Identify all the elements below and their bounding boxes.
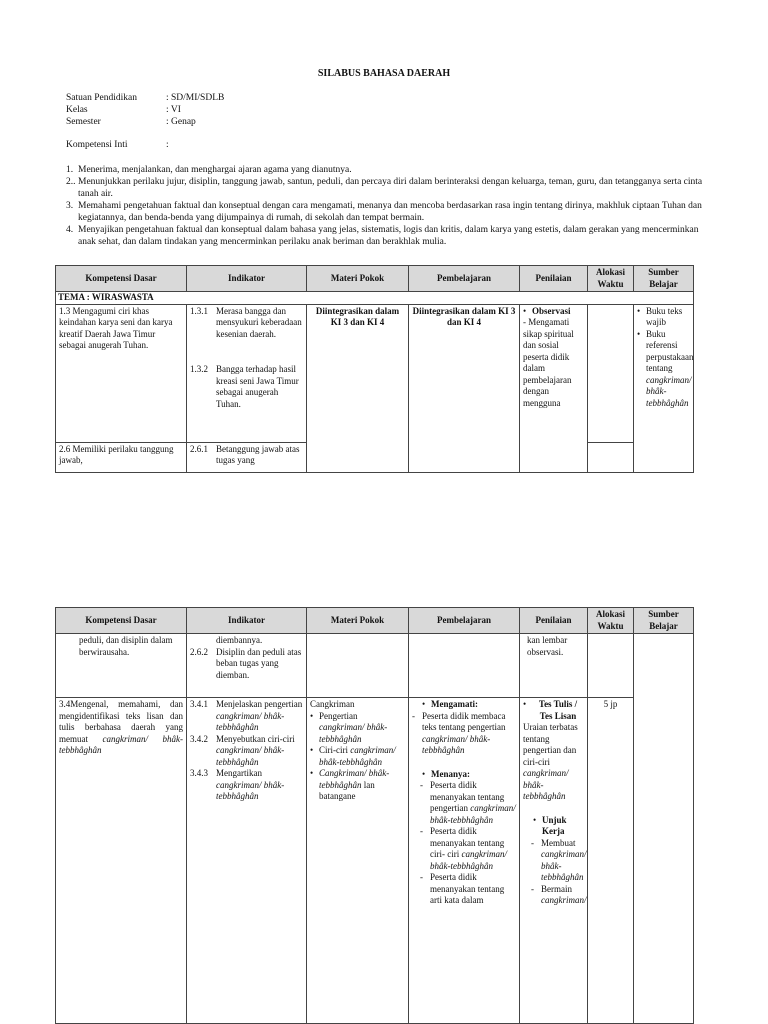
kd-text: 3.4Mengenal, memahami, dan mengidentifikasi teks lisan dan tulis berbahasa daerah yang memuat: [59, 699, 183, 744]
pembelajaran-item: - Peserta didik menanyakan tentang ciri- ciri cangkriman/ bhâk-tebbhâghân: [420, 826, 507, 871]
bullet-icon: •: [310, 768, 314, 778]
materi-text: Diintegrasikan dalam KI 3 dan KI 4: [315, 305, 400, 327]
sumber-belajar-cell: [634, 634, 694, 1024]
header-alokasi-waktu: Alokasi Waktu: [588, 266, 634, 292]
pembelajaran-italic-text: cangkriman/ bhâk-tebbhâghân: [430, 849, 507, 871]
alokasi-cell: [588, 634, 634, 698]
alokasi-cell: [588, 442, 634, 472]
menanya-heading: [412, 769, 516, 781]
bullet-icon: •: [422, 768, 426, 779]
ki-colon: :: [166, 140, 169, 150]
syllabus-table-2: [55, 607, 694, 1024]
header-pembelajaran: Pembelajaran: [409, 266, 520, 292]
indicator-italic-text: cangkriman/ bhâk-tebbhâghân: [216, 710, 285, 732]
materi-italic-text: Cangkriman/ bhâk-tebbhâghân: [319, 768, 390, 790]
sumber-text: Buku referensi perpustakaan tentang: [646, 328, 694, 373]
indicator-code: 2.6.1: [190, 443, 208, 454]
materi-text: Ciri-ciri: [319, 745, 348, 755]
header-materi-pokok: Materi Pokok: [307, 266, 409, 292]
pembelajaran-cell: [409, 304, 520, 472]
ki-item: [66, 200, 706, 224]
sumber-item: [637, 328, 694, 410]
materi-italic-text: cangkriman/ bhâk-tebbhâghân: [319, 745, 396, 767]
meta-label: Satuan Pendidikan: [66, 93, 137, 103]
ki-number: 4.: [66, 225, 74, 235]
materi-title: Cangkriman: [310, 699, 355, 709]
bullet-icon: •: [523, 305, 527, 316]
table-row: [56, 634, 694, 698]
kompetensi-inti-label: [66, 140, 169, 150]
kd-text: peduli, dan disiplin dalam berwirausaha.: [79, 635, 173, 657]
indicator-item: [190, 699, 303, 734]
kd-2-6: [56, 442, 187, 472]
indicator-text: Menjelaskan pengertian: [216, 699, 303, 709]
penilaian-italic-text: cangkriman/: [541, 895, 587, 905]
header-penilaian: Penilaian: [520, 266, 588, 292]
bullet-icon: •: [637, 305, 641, 316]
materi-item: [310, 768, 405, 803]
pembelajaran-cell: [409, 698, 520, 1024]
indicator-text: Mengartikan: [216, 768, 262, 778]
meta-value: : SD/MI/SDLB: [166, 93, 225, 103]
document-meta: [66, 92, 224, 128]
penilaian-cell: [520, 304, 588, 472]
ki-item: [66, 176, 706, 200]
indicator-item: [190, 768, 303, 803]
sumber-italic-text: cangkriman/ bhâk-tebbhâghân: [646, 374, 692, 408]
meta-label: Kelas: [66, 105, 88, 115]
header-pembelajaran: Pembelajaran: [409, 608, 520, 634]
tes-label: Tes Tulis / Tes Lisan: [538, 699, 578, 721]
pembelajaran-text: Peserta didik menanyakan tentang ciri- ciri: [430, 826, 505, 859]
ki-text: Menunjukkan perilaku jujur, disiplin, tanggung jawab, santun, peduli, dan percaya diri dalam berinteraksi dengan keluarga, teman, guru, dan tetangganya serta cinta tanah air.: [78, 177, 703, 199]
bullet-icon: •: [523, 699, 527, 709]
kd-text: 1.3 Mengagumi ciri khas keindahan karya seni dan karya kreatif Daerah Jawa Timur sebagai anugerah Tuhan.: [59, 305, 173, 350]
indicator-code: 1.3.2: [190, 364, 208, 374]
penilaian-item: - Membuat cangkriman/ bhâk-tebbhâghân: [531, 837, 587, 882]
meta-value: : VI: [166, 105, 181, 115]
pembelajaran-item: - Peserta didik menanyakan tentang pengertian cangkriman/ bhâk-tebbhâghân: [420, 780, 516, 825]
meta-label: Semester: [66, 117, 101, 127]
tema-label: TEMA : WIRASWASTA: [56, 292, 694, 305]
materi-pokok-cell: [307, 698, 409, 1024]
indicator-code: 2.6.2: [190, 646, 208, 657]
mengamati-heading: [412, 699, 516, 711]
materi-text: lan batangane: [319, 779, 375, 801]
kd-text: 2.6 Memiliki perilaku tanggung jawab,: [59, 443, 174, 465]
penilaian-cell: [520, 698, 588, 1024]
indicator-code: 1.3.1: [190, 305, 208, 316]
meta-value: : Genap: [166, 117, 196, 127]
indikator-continued: [187, 634, 307, 698]
meta-row-satuan: [66, 92, 224, 104]
kd-1-3: [56, 304, 187, 442]
tema-row: [56, 292, 694, 305]
header-kompetensi-dasar: Kompetensi Dasar: [56, 608, 187, 634]
sumber-text: Buku teks wajib: [646, 305, 683, 327]
indicator-item: [190, 734, 303, 769]
sumber-item: [637, 306, 690, 329]
header-alokasi-waktu: Alokasi Waktu: [588, 608, 634, 634]
penilaian-cell: [520, 634, 588, 698]
indicator-text: Menyebutkan ciri-ciri: [216, 733, 295, 744]
indikator-2-6: [187, 442, 307, 472]
syllabus-table-1: [55, 265, 694, 473]
indicator-code: 3.4.2: [190, 733, 208, 744]
indicator-text: Bangga terhadap hasil kreasi seni Jawa Timur sebagai anugerah Tuhan.: [216, 364, 299, 409]
materi-item: [310, 745, 405, 768]
penilaian-italic-text: cangkriman/ bhâk-tebbhâghân: [523, 768, 569, 801]
ki-text: Menerima, menjalankan, dan menghargai ajaran agama yang dianutnya.: [78, 165, 352, 175]
penilaian-text: Bermain: [541, 883, 572, 894]
indikator-3-4: [187, 698, 307, 1024]
kd-3-4: [56, 698, 187, 1024]
penilaian-italic-text: cangkriman/ bhâk-tebbhâghân: [541, 849, 587, 882]
ki-number: 2..: [66, 177, 76, 187]
observasi-text: - Mengamati sikap spiritual dan sosial peserta didik dalam pembelajaran dengan mengguna: [523, 317, 574, 408]
alokasi-text: 5 jp: [603, 699, 618, 709]
meta-row-kelas: [66, 104, 224, 116]
indicator-italic-text: cangkriman/ bhâk-tebbhâghân: [216, 779, 285, 801]
indicator-item: [190, 444, 303, 467]
ki-number: 3.: [66, 201, 74, 211]
penilaian-observasi: [523, 306, 584, 318]
penilaian-text: Uraian terbatas tentang pengertian dan ciri-ciri: [523, 722, 578, 767]
bullet-icon: •: [310, 745, 314, 755]
menanya-label: Menanya:: [431, 768, 470, 779]
bullet-icon: •: [310, 710, 314, 721]
kd-continued: [56, 634, 187, 698]
pembelajaran-italic-text: cangkriman/ bhâk-tebbhâghân: [422, 733, 491, 755]
table-header-row: [56, 608, 694, 634]
unjuk-kerja-heading: [523, 815, 584, 838]
pembelajaran-item: - Peserta didik menanyakan tentang arti kata dalam: [412, 872, 516, 907]
ki-text: Memahami pengetahuan faktual dan konseptual dengan cara mengamati, menanya dan mencoba berdasarkan rasa ingin tentang dirinya, makhluk ciptaan Tuhan dan kegiatannya, dan benda-benda yang dijumpainya di rumah, di sekolah dan tempat bermain.: [78, 201, 702, 223]
ki-number: 1.: [66, 165, 74, 175]
materi-item: [310, 711, 405, 746]
tes-heading: [523, 699, 584, 722]
indicator-italic-text: cangkriman/ bhâk-tebbhâghân: [216, 745, 285, 767]
header-sumber-belajar: Sumber Belajar: [634, 608, 694, 634]
ki-item: [66, 164, 706, 176]
pembelajaran-text: Peserta didik membaca teks tentang pengertian: [422, 710, 506, 732]
header-indikator: Indikator: [187, 266, 307, 292]
table-row: [56, 304, 694, 442]
pembelajaran-text: Diintegrasikan dalam KI 3 dan KI 4: [412, 305, 516, 327]
observasi-label: Observasi: [532, 305, 571, 316]
meta-row-semester: [66, 116, 224, 128]
penilaian-item: - Bermain cangkriman/: [531, 883, 587, 905]
ki-text: Menyajikan pengetahuan faktual dan konseptual dalam bahasa yang jelas, sistematis, logis dan kritis, dalam karya yang estetis, dalam gerakan yang mencerminkan anak sehat, dan dalam tindakan yang mencerminkan perilaku anak beriman dan berakhlak mulia.: [78, 225, 699, 247]
header-kompetensi-dasar: Kompetensi Dasar: [56, 266, 187, 292]
penilaian-text: Membuat: [541, 837, 576, 848]
pembelajaran-italic-text: cangkriman/ bhâk-tebbhâghân: [430, 803, 516, 825]
unjuk-kerja-label: Unjuk Kerja: [542, 814, 567, 836]
mengamati-label: Mengamati:: [431, 699, 478, 709]
header-materi-pokok: Materi Pokok: [307, 608, 409, 634]
materi-pokok-cell: [307, 304, 409, 472]
indicator-text: Betanggung jawab atas tugas yang: [216, 443, 300, 465]
pembelajaran-text: Peserta didik menanyakan tentang pengertian: [430, 780, 505, 813]
pembelajaran-text: Peserta didik menanyakan tentang arti kata dalam: [430, 872, 505, 905]
indicator-item: [190, 306, 303, 341]
header-sumber-belajar: Sumber Belajar: [634, 266, 694, 292]
sumber-belajar-cell: [634, 304, 694, 472]
bullet-icon: •: [637, 328, 641, 339]
indikator-1-3: [187, 304, 307, 442]
indicator-item: [190, 647, 303, 682]
materi-italic-text: cangkriman/ bhâk-tebbhâghân: [319, 722, 388, 744]
materi-text: Pengertian: [319, 710, 358, 721]
ki-label-text: Kompetensi Inti: [66, 140, 128, 150]
bullet-icon: •: [422, 699, 426, 709]
kompetensi-inti-list: [66, 164, 706, 248]
indicator-code: 3.4.1: [190, 699, 208, 709]
penilaian-text: kan lembar observasi.: [527, 635, 568, 657]
alokasi-cell: [588, 698, 634, 1024]
indicator-text: Merasa bangga dan mensyukuri keberadaan kesenian daerah.: [216, 305, 302, 339]
kd-italic-text: cangkriman/ bhâk-tebbhâghân: [59, 733, 184, 755]
indicator-item: [190, 364, 303, 410]
header-indikator: Indikator: [187, 608, 307, 634]
materi-pokok-cell: [307, 634, 409, 698]
table-header-row: [56, 266, 694, 292]
pembelajaran-cell: [409, 634, 520, 698]
ki-item: [66, 224, 706, 248]
header-penilaian: Penilaian: [520, 608, 588, 634]
table-row: [56, 698, 694, 1024]
indicator-code: 3.4.3: [190, 768, 208, 778]
indicator-text: diembannya.: [216, 635, 263, 645]
alokasi-cell: [588, 304, 634, 442]
indicator-text: Disiplin dan peduli atas beban tugas yang diemban.: [216, 646, 302, 680]
pembelajaran-item: - Peserta didik membaca teks tentang pengertian cangkriman/ bhâk-tebbhâghân: [412, 710, 506, 755]
document-title: SILABUS BAHASA DAERAH: [317, 68, 451, 79]
bullet-icon: •: [533, 814, 537, 825]
